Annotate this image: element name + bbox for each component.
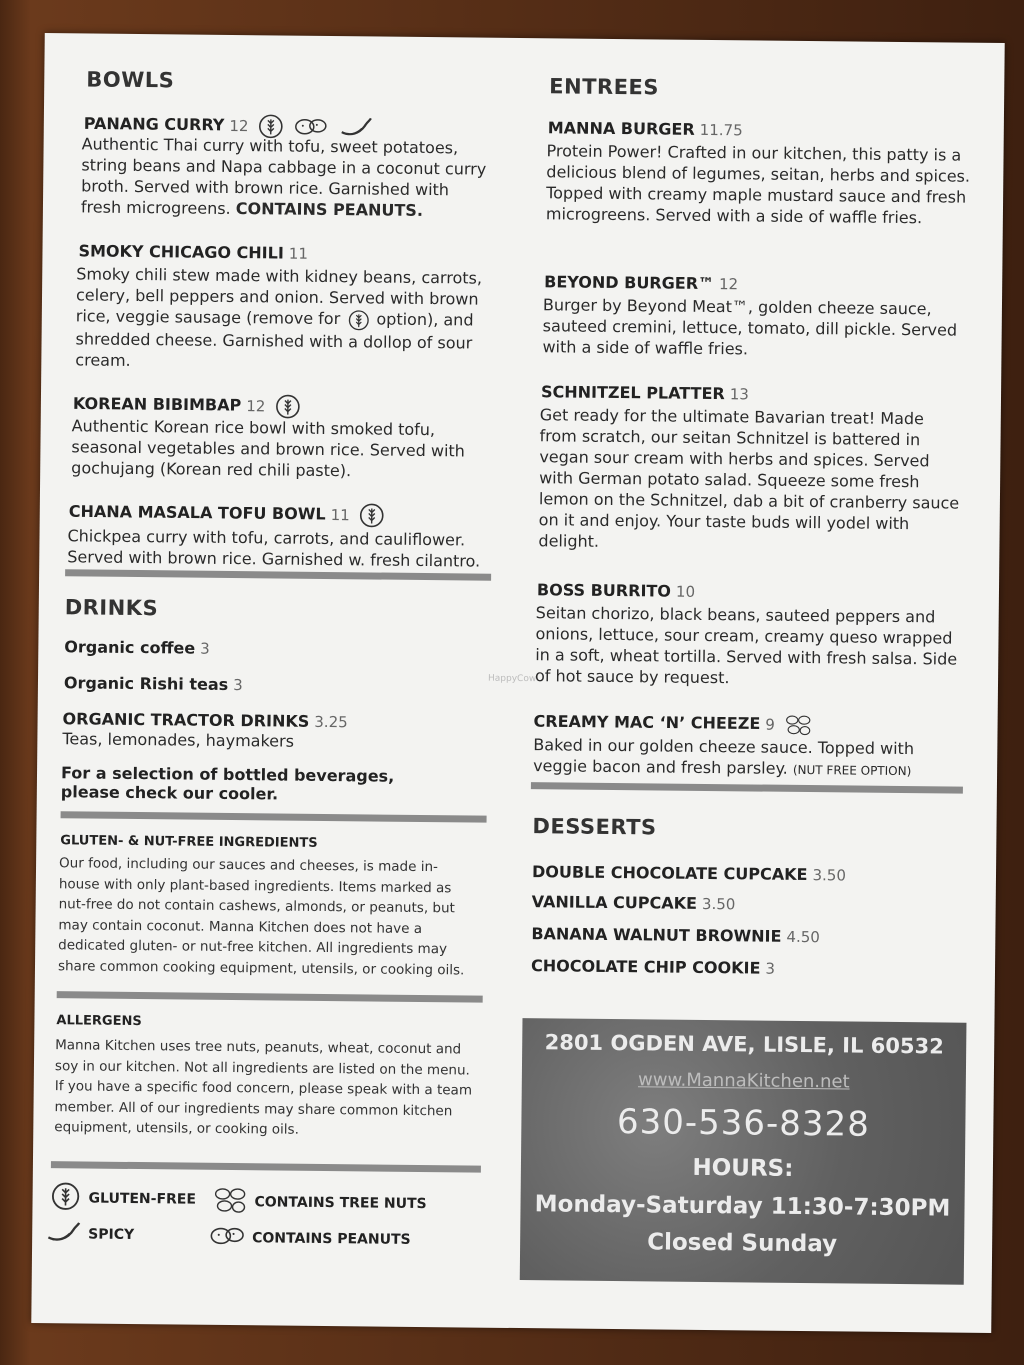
item-description: Burger by Beyond Meat™, golden cheeze sauce, sauteed cremini, lettuce, tomato, dill pickle. Served with a side of waffle fries. (542, 295, 958, 359)
dessert-item (531, 924, 820, 946)
legend-label: GLUTEN-FREE (88, 1190, 197, 1208)
menu-item (541, 382, 749, 403)
closed-text: Closed Sunday (647, 1229, 838, 1258)
gluten-nut-heading: GLUTEN- & NUT-FREE INGREDIENTS (60, 833, 318, 851)
dessert-price: 3 (765, 959, 776, 978)
item-name: BOSS BURRITO (536, 580, 672, 601)
drink-name: ORGANIC TRACTOR DRINKS (62, 709, 310, 731)
item-description: Chickpea curry with tofu, carrots, and cauliflower. Served with brown rice. Garnished w. fresh cilantro. (67, 526, 481, 571)
item-name: CHANA MASALA TOFU BOWL (68, 501, 326, 524)
menu-item (78, 241, 308, 262)
dessert-name: DOUBLE CHOCOLATE CUPCAKE (531, 862, 808, 885)
address: 2801 OGDEN AVE, LISLE, IL 60532 (544, 1030, 944, 1059)
menu-item (533, 710, 814, 737)
item-description: Authentic Korean rice bowl with smoked tofu, seasonal vegetables and brown rice. Served with gochujang (Korean red chili paste). (71, 416, 465, 481)
contact-box (520, 1018, 967, 1285)
chili-pepper-icon (44, 1217, 82, 1251)
drink-item (64, 673, 243, 694)
drink-price: 3 (200, 639, 210, 658)
item-name: BEYOND BURGER™ (544, 272, 715, 294)
item-price: 12 (718, 275, 739, 294)
section-divider (51, 1161, 481, 1173)
item-price: 11 (288, 244, 309, 263)
item-description: Seitan chorizo, black beans, sauteed peppers and onions, lettuce, sour cream, creamy queso wrapped in a soft, wheat tortilla. Served with fresh salsa. Side of hot sauce by request. (534, 603, 958, 688)
gluten-nut-text: Our food, including our sauces and cheeses, is made in-house with only plant-based ingredients. Items marked as nut-free do not contain cashews, almonds, or peanuts, but may contain coconut. Manna Kitchen does not have a dedicated gluten- or nut-free kitchen. All ingredients may share common cooking equipment, utensils, or cooking oils. (57, 855, 465, 978)
allergen-note: CONTAINS PEANUTS. (235, 199, 424, 220)
item-name: MANNA BURGER (547, 118, 695, 139)
legend-peanuts (208, 1221, 411, 1257)
legend-tree-nuts (212, 1185, 426, 1221)
dessert-name: BANANA WALNUT BROWNIE (531, 924, 782, 946)
gluten-free-icon (347, 309, 369, 331)
drink-name: Organic coffee (64, 637, 196, 658)
item-name: CREAMY MAC ‘N’ CHEEZE (533, 711, 761, 734)
item-price: 10 (675, 582, 696, 601)
item-description-text: option), and shredded cheese. Garnished with a dollop of sour cream. (75, 309, 474, 370)
hours-text: Monday-Saturday 11:30-7:30PM (534, 1191, 951, 1222)
legend-label: CONTAINS TREE NUTS (254, 1194, 427, 1213)
item-description-text: Smoky chili stew made with kidney beans, carrots, celery, bell peppers and onion. Served with brown rice, veggie sausage (remove for (75, 264, 483, 329)
tree-nut-icon (784, 713, 814, 737)
item-price: 9 (765, 715, 775, 734)
peanut-icon (208, 1221, 246, 1255)
item-description (75, 263, 496, 374)
section-divider (57, 991, 483, 1002)
gluten-free-icon (274, 393, 300, 419)
allergens-heading: ALLERGENS (56, 1013, 142, 1030)
item-price: 11.75 (699, 120, 743, 140)
hours-heading: HOURS: (692, 1154, 794, 1182)
gluten-free-icon (50, 1181, 80, 1215)
watermark: HappyCow (487, 673, 537, 685)
item-description: Get ready for the ultimate Bavarian treat! Made from scratch, our seitan Schnitzel is battered in vegan sour cream with herbs and spices. Served with German potato salad. Squeeze some fresh lemon on the Schnitzel, dab a bit of cranberry sauce on it and enjoy. Your taste buds will yodel with delight. (538, 405, 960, 551)
item-description (533, 734, 963, 783)
drink-name: Organic Rishi teas (63, 673, 229, 694)
menu-item (544, 272, 738, 293)
dessert-item (532, 862, 846, 884)
phone-number[interactable]: 630-536-8328 (616, 1102, 871, 1145)
website-link[interactable]: www.MannaKitchen.net (637, 1069, 850, 1093)
item-price: 12 (229, 116, 249, 135)
dessert-price: 3.50 (701, 894, 736, 914)
legend-label: SPICY (88, 1226, 135, 1244)
drinks-heading: DRINKS (64, 595, 159, 621)
tree-nut-icon (212, 1185, 248, 1219)
desserts-heading: DESSERTS (532, 814, 657, 840)
dessert-item (531, 956, 775, 978)
dessert-name: CHOCOLATE CHIP COOKIE (530, 956, 761, 978)
gluten-free-icon (359, 502, 385, 528)
item-name: PANANG CURRY (83, 113, 225, 135)
dessert-price: 4.50 (786, 927, 820, 947)
dessert-name: VANILLA CUPCAKE (531, 892, 698, 913)
drinks-note: For a selection of bottled beverages, please check our cooler. (60, 763, 395, 804)
item-name: SCHNITZEL PLATTER (540, 382, 725, 404)
legend-gluten-free (50, 1181, 196, 1217)
item-description-text: Authentic Thai curry with tofu, sweet potatoes, string beans and Napa cabbage in a coconut curry broth. Served with brown rice. Garnished with fresh microgreens. (80, 134, 487, 218)
legend-spicy (44, 1217, 134, 1252)
menu-item (548, 118, 743, 139)
item-price: 13 (729, 385, 749, 404)
drink-description: Teas, lemonades, haymakers (62, 729, 295, 751)
dessert-item (532, 892, 736, 913)
allergens-text: Manna Kitchen uses tree nuts, peanuts, wheat, coconut and soy in our kitchen. Not all ingredients are listed on the menu. If you have a specific food concern, please speak with a team member. All of our ingredients may share common kitchen equipment, utensils, or cooking oils. (54, 1037, 473, 1138)
drink-price: 3 (233, 676, 243, 695)
item-description: Protein Power! Crafted in our kitchen, this patty is a delicious blend of legumes, seitan, herbs and spices. Topped with creamy maple mustard sauce and fresh microgreens. Served with a side of waffle fries. (545, 141, 971, 228)
item-price: 11 (330, 505, 350, 524)
nut-free-note: (NUT FREE OPTION) (792, 762, 912, 779)
entrees-heading: ENTREES (549, 74, 660, 100)
legend-label: CONTAINS PEANUTS (252, 1230, 411, 1248)
drink-price: 3.25 (314, 712, 348, 732)
section-divider (531, 782, 963, 794)
menu-item (69, 499, 385, 528)
menu-sheet (31, 33, 1004, 1333)
item-name: KOREAN BIBIMBAP (72, 393, 242, 415)
item-description-text: Baked in our golden cheeze sauce. Topped with veggie bacon and fresh parsley. (533, 735, 915, 778)
menu-item (537, 580, 695, 601)
item-name: SMOKY CHICAGO CHILI (78, 241, 284, 263)
item-description (81, 133, 492, 221)
dessert-price: 3.50 (812, 866, 847, 885)
item-price: 12 (246, 396, 266, 415)
section-divider (61, 811, 487, 822)
drink-item (64, 637, 210, 658)
bowls-heading: BOWLS (86, 67, 175, 93)
